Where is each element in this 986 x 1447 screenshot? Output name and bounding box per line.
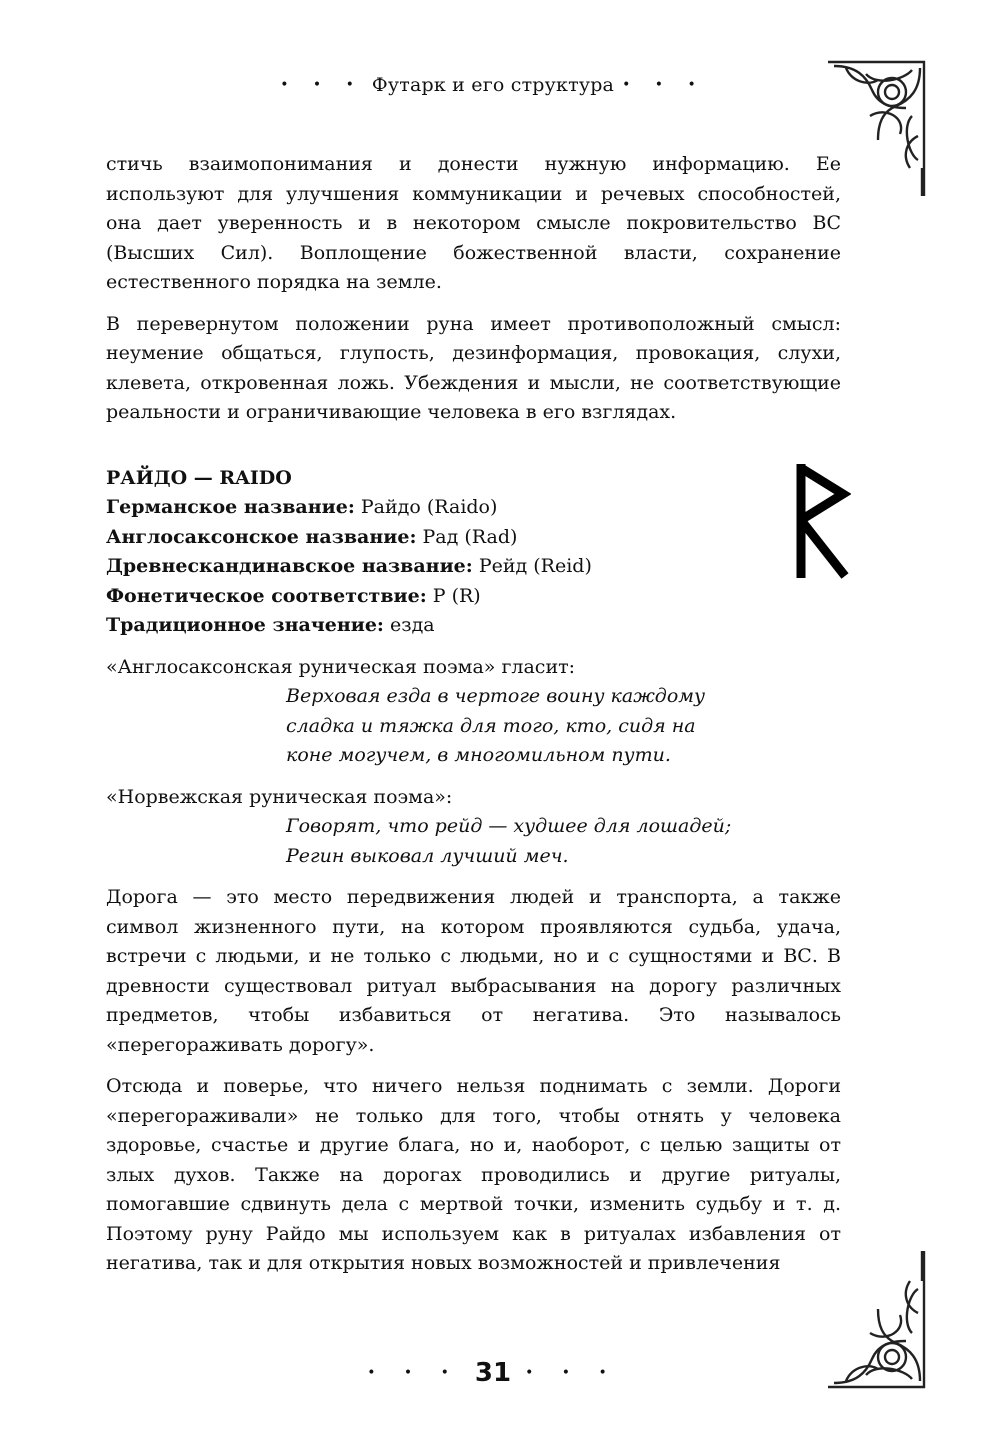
meta-key: Древнескандинавское название: <box>106 555 473 577</box>
page-number: 31 <box>474 1358 512 1388</box>
meta-value: езда <box>383 614 435 636</box>
meta-key: Фонетическое соответствие: <box>106 584 427 607</box>
meta-key: Англосаксонское название: <box>106 525 417 548</box>
raido-rune-icon <box>795 462 851 580</box>
poem-quote <box>286 682 841 771</box>
rune-meta-list <box>106 493 841 641</box>
poem-intro: «Англосаксонская руническая поэма» гласит: <box>106 655 576 678</box>
meta-key: Германское название: <box>106 496 355 518</box>
paragraph: Дорога — это место передвижения людей и транспорта, а также символ жизненного пути, на котором проявляются судьба, удача, встречи с людьми, и не только с людьми, но и с сущностями и ВС. В древности существовал ритуал выбрасывания на дорогу различных предметов, чтобы избавиться от негатива. Это называлось «перегораживать дорогу». <box>106 886 841 1056</box>
celtic-knot-corner-top-icon <box>826 56 930 202</box>
meta-row <box>106 582 841 612</box>
poem-quote <box>286 812 841 871</box>
paragraph: Отсюда и поверье, что ничего нельзя поднимать с земли. Дороги «перегораживали» не только для того, чтобы отнять у человека здоровье, счастье и другие блага, но и, наоборот, с целью защиты от злых духов. Также на дорогах проводились и другие ритуалы, помогавшие сдвинуть дела с мертвой точки, изменить судьбу и т. д. Поэтому руну Райдо мы используем как в ритуалах избавления от негатива, так и для открытия новых возможностей и привлечения <box>106 1075 841 1274</box>
meta-row <box>106 493 841 523</box>
poem-line: Говорят, что рейд — худшее для лошадей; <box>286 815 732 837</box>
footer-dots-left: • • • <box>367 1365 461 1381</box>
poem-line: Регин выковал лучший меч. <box>286 844 569 867</box>
footer-dots-right: • • • <box>525 1365 619 1381</box>
meta-key: Традиционное значение: <box>106 614 384 636</box>
page-content <box>106 150 841 1279</box>
paragraph: стичь взаимопонимания и донести нужную информацию. Ее используют для улучшения коммуникации и речевых способностей, она дает уверенность и в некотором смысле покровительство ВС (Высших Сил). Воплощение божественной власти, сохранение естественного порядка на земле. <box>106 153 841 293</box>
meta-value: Райдо (Raido) <box>354 496 498 518</box>
meta-row <box>106 552 841 582</box>
header-dots-right: • • • <box>622 77 706 93</box>
poem-line: Верховая езда в чертоге воину каждому <box>286 685 706 707</box>
page-footer <box>0 1353 986 1393</box>
poem-intro: «Норвежская руническая поэма»: <box>106 785 453 808</box>
meta-value: Рейд (Reid) <box>472 555 592 577</box>
paragraph: В перевернутом положении руна имеет противоположный смысл: неумение общаться, глупость, дезинформация, провокация, слухи, клевета, откровенная ложь. Убеждения и мысли, не соответствующие реальности и ограничивающие человека в его взглядах. <box>106 312 841 423</box>
meta-row <box>106 523 841 553</box>
section-title: РАЙДО — RAIDO <box>106 466 292 489</box>
meta-value: Р (R) <box>426 584 481 607</box>
poem-line: сладка и тяжка для того, кто, сидя на <box>286 714 696 737</box>
poem-line: коне могучем, в многомильном пути. <box>286 744 671 766</box>
running-header-title: Футарк и его структура <box>371 74 615 96</box>
meta-row <box>106 611 841 641</box>
header-dots-left: • • • <box>280 77 364 93</box>
meta-value: Рад (Rad) <box>416 525 518 548</box>
